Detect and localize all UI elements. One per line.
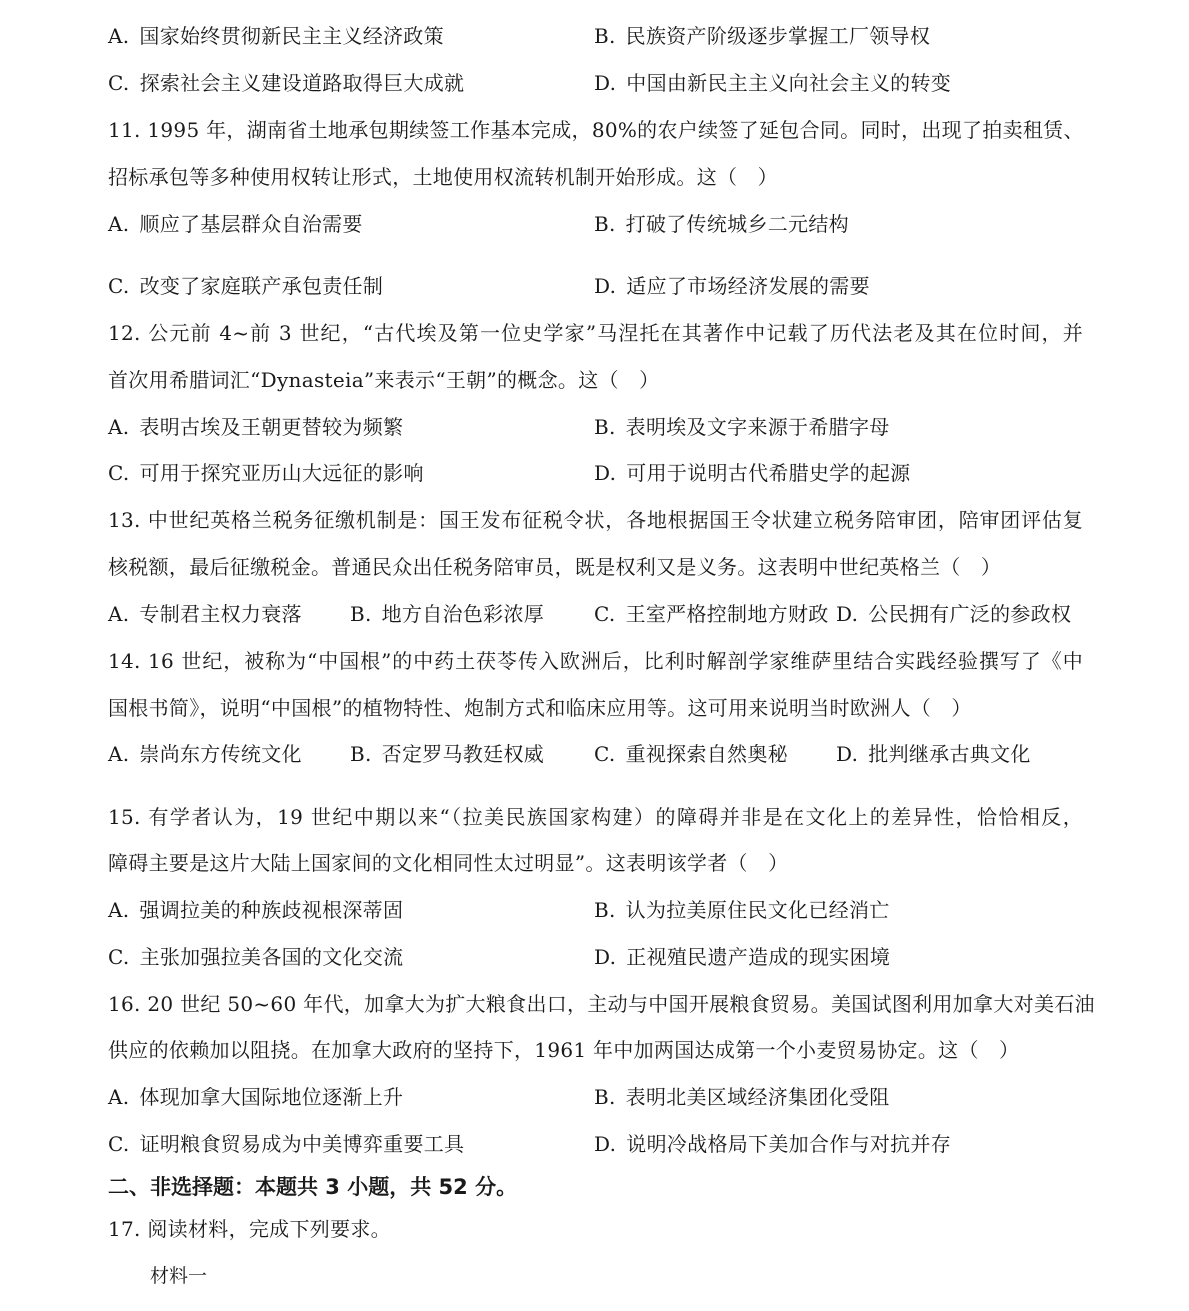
option-b: B. 否定罗马教廷权威 [350, 742, 545, 766]
option-b: B. 打破了传统城乡二元结构 [594, 212, 849, 236]
option-c: C. 主张加强拉美各国的文化交流 [108, 945, 404, 969]
question-stem-line: 国根书简》，说明“中国根”的植物特性、炮制方式和临床应用等。这可用来说明当时欧洲人（ ） [108, 696, 972, 720]
option-b: B. 认为拉美原住民文化已经消亡 [594, 898, 890, 922]
option-d: D. 批判继承古典文化 [836, 742, 1031, 766]
option-d: D. 正视殖民遗产造成的现实困境 [594, 945, 891, 969]
option-c: C. 改变了家庭联产承包责任制 [108, 274, 384, 298]
question-stem-line: 首次用希腊词汇“Dynasteia”来表示“王朝”的概念。这（ ） [108, 368, 660, 392]
question-stem-line: 16. 20 世纪 50~60 年代，加拿大为扩大粮食出口，主动与中国开展粮食贸易。美国试图利用加拿大对美石油 [108, 992, 1095, 1016]
option-d: D. 可用于说明古代希腊史学的起源 [594, 461, 911, 485]
option-a: A. 顺应了基层群众自治需要 [108, 212, 363, 236]
question-stem-line: 13. 中世纪英格兰税务征缴机制是：国王发布征税令状，各地根据国王令状建立税务陪审团，陪审团评估复 [108, 508, 1083, 532]
question-stem-line: 障碍主要是这片大陆上国家间的文化相同性太过明显”。这表明该学者（ ） [108, 851, 789, 875]
option-c: C. 重视探索自然奥秘 [594, 742, 788, 766]
option-b: B. 表明埃及文字来源于希腊字母 [594, 415, 890, 439]
option-d: D. 中国由新民主主义向社会主义的转变 [594, 71, 952, 95]
question-stem-line: 招标承包等多种使用权转让形式，土地使用权流转机制开始形成。这（ ） [108, 165, 778, 189]
option-c: C. 探索社会主义建设道路取得巨大成就 [108, 71, 465, 95]
option-a: A. 国家始终贯彻新民主主义经济政策 [108, 24, 444, 48]
question-stem-line: 14. 16 世纪，被称为“中国根”的中药土茯苓传入欧洲后，比利时解剖学家维萨里结合实践经验撰写了《中 [108, 649, 1083, 673]
option-a: A. 强调拉美的种族歧视根深蒂固 [108, 898, 404, 922]
option-c: C. 可用于探究亚历山大远征的影响 [108, 461, 424, 485]
option-d: D. 说明冷战格局下美加合作与对抗并存 [594, 1132, 952, 1156]
option-b: B. 民族资产阶级逐步掌握工厂领导权 [594, 24, 931, 48]
question-stem-line: 11. 1995 年，湖南省土地承包期续签工作基本完成，80%的农户续签了延包合同。同时，出现了拍卖租赁、 [108, 118, 1084, 142]
option-a: A. 崇尚东方传统文化 [108, 742, 302, 766]
question-stem-line: 核税额，最后征缴税金。普通民众出任税务陪审员，既是权利又是义务。这表明中世纪英格兰（ ） [108, 555, 1002, 579]
option-a: A. 体现加拿大国际地位逐渐上升 [108, 1085, 404, 1109]
material-label: 材料一 [150, 1265, 208, 1287]
question-stem-line: 供应的依赖加以阻挠。在加拿大政府的坚持下，1961 年中加两国达成第一个小麦贸易协定。这（ ） [108, 1038, 1020, 1062]
question-stem-line: 12. 公元前 4~前 3 世纪，“古代埃及第一位史学家”马涅托在其著作中记载了历代法老及其在位时间，并 [108, 321, 1083, 345]
section-heading: 二、非选择题：本题共 3 小题，共 52 分。 [108, 1175, 518, 1199]
option-b: B. 地方自治色彩浓厚 [350, 602, 545, 626]
question-stem-line: 15. 有学者认为，19 世纪中期以来“（拉美民族国家构建）的障碍并非是在文化上的差异性，恰恰相反， [108, 805, 1083, 829]
option-b: B. 表明北美区域经济集团化受阻 [594, 1085, 890, 1109]
option-d: D. 适应了市场经济发展的需要 [594, 274, 870, 298]
option-c: C. 证明粮食贸易成为中美博弈重要工具 [108, 1132, 465, 1156]
option-d: D. 公民拥有广泛的参政权 [836, 602, 1072, 626]
option-a: A. 表明古埃及王朝更替较为频繁 [108, 415, 404, 439]
option-a: A. 专制君主权力衰落 [108, 602, 302, 626]
option-c: C. 王室严格控制地方财政 [594, 602, 829, 626]
question-17-stem: 17. 阅读材料，完成下列要求。 [108, 1217, 391, 1241]
